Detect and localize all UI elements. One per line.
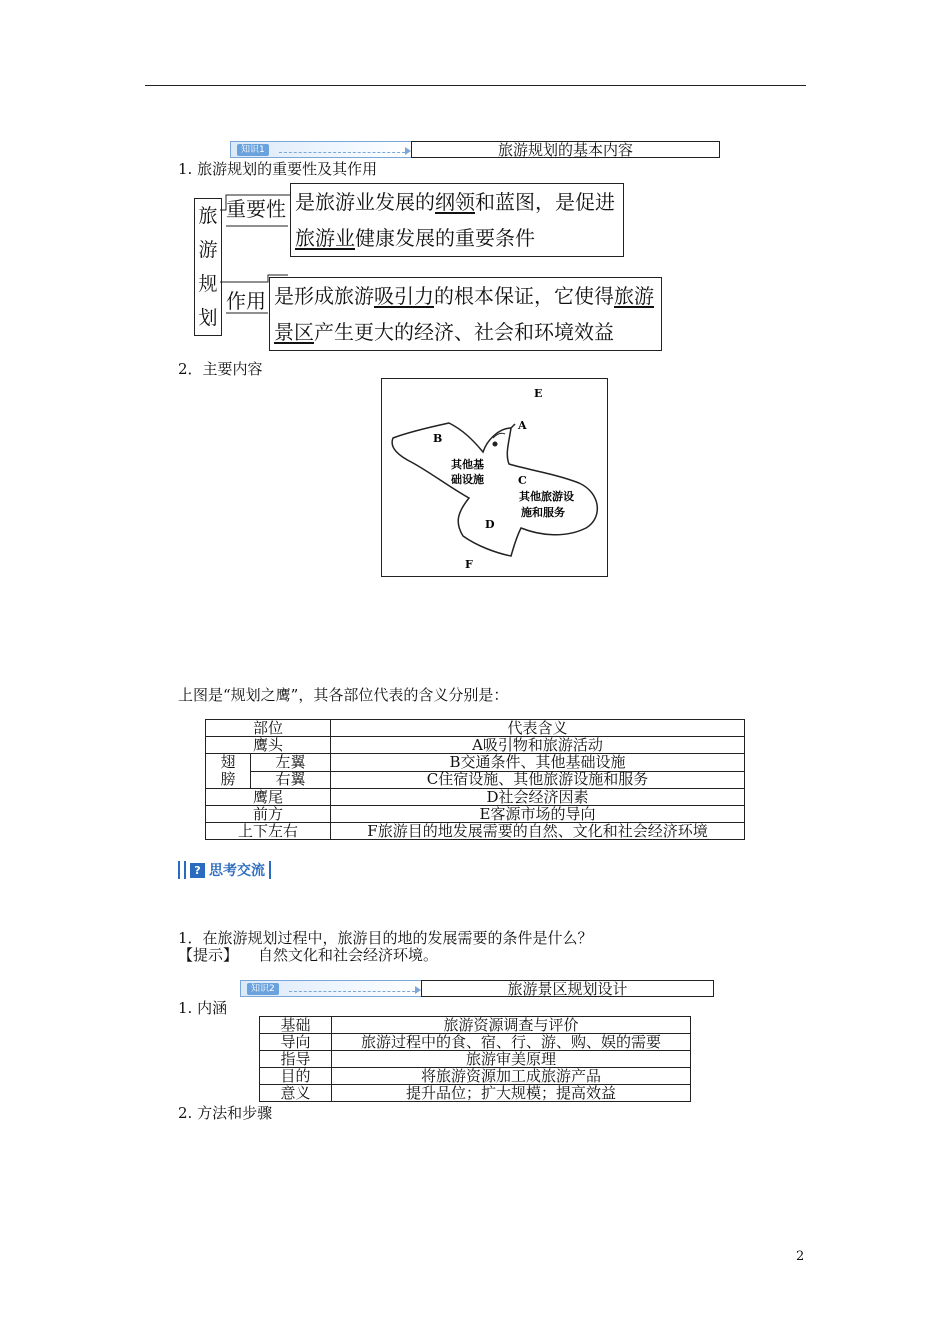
table-cell: 意义 <box>260 1085 332 1102</box>
table-row <box>260 1068 691 1085</box>
table-row <box>206 823 745 840</box>
table-cell: 前方 <box>206 806 331 823</box>
table-cell: 鹰头 <box>206 737 331 754</box>
table-cell: B交通条件、其他基础设施 <box>331 754 745 772</box>
function-box <box>269 277 662 351</box>
table-row <box>260 1051 691 1068</box>
table-cell: 左翼 <box>251 754 331 772</box>
table-header: 部位 <box>206 720 331 737</box>
table-row <box>260 1017 691 1034</box>
arrow-icon <box>415 986 421 994</box>
question-icon: ? <box>190 863 205 878</box>
label-D: D <box>485 518 495 531</box>
table-row <box>206 720 745 737</box>
label-services: 其他旅游设 <box>519 490 574 503</box>
wing-char: 翅 <box>220 753 236 771</box>
figure-caption: 上图是“规划之鹰”，其各部位代表的含义分别是： <box>178 686 509 704</box>
text-span: 健康发展的重要条件 <box>355 226 535 250</box>
think-label: 思考交流 <box>209 863 265 879</box>
text-span: 是形成旅游 <box>274 284 374 308</box>
knowledge-badge: 知识1 <box>237 144 269 156</box>
importance-box <box>290 183 624 257</box>
table-cell: E客源市场的导向 <box>331 806 745 823</box>
table-cell: 右翼 <box>251 771 331 789</box>
text-span: 的根本保证，它使得 <box>434 284 614 308</box>
table-cell: 旅游审美原理 <box>332 1051 691 1068</box>
table-cell: 将旅游资源加工成旅游产品 <box>332 1068 691 1085</box>
root-char: 规 <box>198 273 218 295</box>
label-F: F <box>465 558 473 571</box>
table-cell: A吸引物和旅游活动 <box>331 737 745 754</box>
knowledge-title: 旅游规划的基本内容 <box>411 141 720 158</box>
wing-char: 膀 <box>220 770 236 788</box>
label-B: B <box>433 432 443 445</box>
text-span: 旅游 <box>614 284 654 308</box>
table-cell: 旅游资源调查与评价 <box>332 1017 691 1034</box>
table-row <box>206 789 745 806</box>
section-heading: 2. 方法和步骤 <box>178 1104 273 1122</box>
question-text: 1．在旅游规划过程中，旅游目的地的发展需要的条件是什么？ <box>178 929 593 947</box>
table-cell: 提升品位；扩大规模；提高效益 <box>332 1085 691 1102</box>
table-cell: 上下左右 <box>206 823 331 840</box>
label-infrastructure: 其他基 <box>451 458 484 471</box>
table-cell: 旅游过程中的食、宿、行、游、购、娱的需要 <box>332 1034 691 1051</box>
text-span: 旅游业 <box>295 226 355 250</box>
knowledge-tag <box>240 980 421 997</box>
text-span: 吸引力 <box>374 284 434 308</box>
function-label: 作用 <box>226 289 266 313</box>
text-span: 和蓝图，是促进 <box>475 190 615 214</box>
table-cell: 导向 <box>260 1034 332 1051</box>
table-cell: 鹰尾 <box>206 789 331 806</box>
table-cell: D社会经济因素 <box>331 789 745 806</box>
section-heading: 1. 内涵 <box>178 999 228 1017</box>
table-cell: 指导 <box>260 1051 332 1068</box>
table-row <box>260 1034 691 1051</box>
text-span: 纲领 <box>435 190 475 214</box>
knowledge-badge: 知识2 <box>247 983 279 995</box>
table-cell: 基础 <box>260 1017 332 1034</box>
arrow-icon <box>405 147 411 155</box>
label-E: E <box>534 387 543 400</box>
table-cell: F旅游目的地发展需要的自然、文化和社会经济环境 <box>331 823 745 840</box>
text-span: 是旅游业发展的 <box>295 190 435 214</box>
section-heading: 2．主要内容 <box>178 360 263 378</box>
label-C: C <box>518 474 527 487</box>
label-services: 施和服务 <box>521 506 565 519</box>
section-heading: 1. 旅游规划的重要性及其作用 <box>178 160 378 178</box>
connotation-table <box>259 1016 691 1102</box>
root-char: 旅 <box>198 205 218 227</box>
eagle-figure <box>381 378 608 577</box>
table-row <box>206 737 745 754</box>
root-char: 游 <box>198 239 218 261</box>
knowledge-tag <box>230 141 411 158</box>
table-cell-wing <box>206 754 251 789</box>
table-row <box>206 806 745 823</box>
label-infrastructure: 础设施 <box>451 473 484 486</box>
table-row <box>206 771 745 789</box>
table-row <box>260 1085 691 1102</box>
hint-text: 自然文化和社会经济环境。 <box>258 946 439 964</box>
table-cell: C住宿设施、其他旅游设施和服务 <box>331 771 745 789</box>
eagle-eye <box>493 442 498 447</box>
hint-tag: 【提示】 <box>178 946 239 964</box>
text-span: 产生更大的经济、社会和环境效益 <box>314 320 614 344</box>
knowledge-title: 旅游景区规划设计 <box>421 980 714 997</box>
table-header: 代表含义 <box>331 720 745 737</box>
root-char: 划 <box>198 307 218 329</box>
table-row <box>206 754 745 772</box>
header-rule <box>145 85 806 86</box>
label-A: A <box>518 419 527 432</box>
importance-label: 重要性 <box>226 197 286 221</box>
knowledge-1-header <box>230 141 720 158</box>
page-number: 2 <box>796 1249 805 1264</box>
hint-line <box>178 946 438 964</box>
knowledge-2-header <box>240 980 714 997</box>
eagle-meaning-table <box>205 719 745 840</box>
text-span: 景区 <box>274 320 314 344</box>
think-discuss-header <box>178 860 271 880</box>
table-cell: 目的 <box>260 1068 332 1085</box>
